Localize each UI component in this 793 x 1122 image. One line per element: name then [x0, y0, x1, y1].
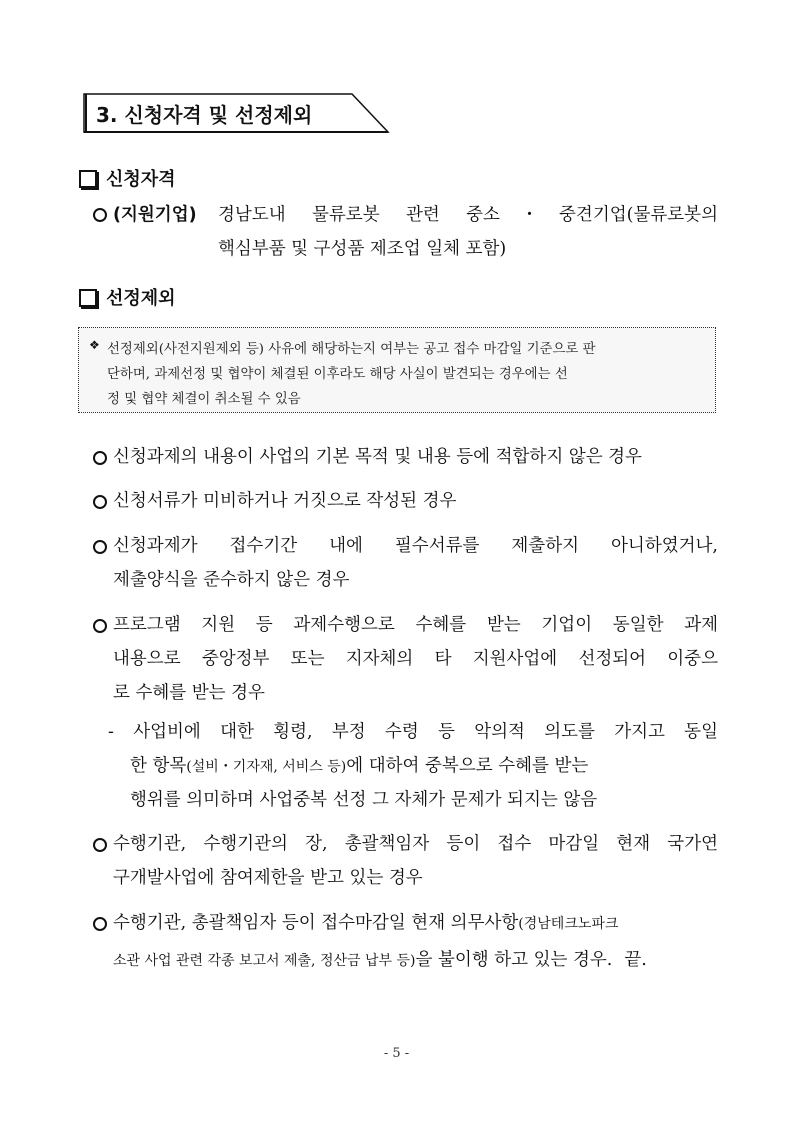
exclusion-item-5-text-1: 수행기관, 수행기관의 장, 총괄책임자 등이 접수 마감일 현재 국가연: [113, 834, 718, 854]
circle-bullet-icon: [93, 838, 107, 852]
exclusion-item-4-sub-text-2b: (설비・기자재, 서비스 등): [186, 759, 347, 775]
circle-bullet-icon: [93, 208, 107, 222]
exclusion-item-4-sub-line-1: [108, 718, 718, 743]
notice-box: [78, 327, 716, 413]
exclusion-item-6-line-2: [113, 946, 647, 971]
eligibility-heading: 신청자격: [106, 169, 176, 190]
notice-line-2: 단하며, 과제선정 및 협약이 체결된 이후라도 해당 사실이 발견되는 경우에는 선: [107, 367, 568, 382]
exclusion-item-4-sub-text-2a: 한 항목: [130, 756, 187, 776]
page-number: - 5 -: [383, 1046, 410, 1061]
exclusion-item-6-text-2a: 소관 사업 관련 각종 보고서 제출, 정산금 납부 등): [113, 953, 416, 969]
circle-bullet-icon: [93, 619, 107, 633]
checkbox-square-icon: [79, 170, 97, 188]
exclusion-item-4-text-2: 내용으로 중앙정부 또는 지자체의 타 지원사업에 선정되어 이중으: [113, 649, 718, 669]
exclusion-item-4-line-1: [113, 611, 718, 636]
exclusion-item-4-sub-line-3: 행위를 의미하며 사업중복 선정 그 자체가 문제가 되지는 않음: [130, 790, 598, 810]
exclusion-item-4-sub-line-2: [130, 752, 588, 777]
exclusion-item-5-line-2: 구개발사업에 참여제한을 받고 있는 경우: [113, 868, 423, 888]
circle-bullet-icon: [93, 451, 107, 465]
exclusion-item-6-text-1b: (경남테크노파크: [518, 916, 619, 932]
exclusion-item-3-line-2: 제출양식을 준수하지 않은 경우: [113, 570, 350, 590]
section-title: 3. 신청자격 및 선정제외: [96, 103, 313, 127]
eligibility-line-1: [218, 201, 718, 226]
circle-bullet-icon: [93, 540, 107, 554]
exclusion-item-4-line-3: 로 수혜를 받는 경우: [113, 683, 265, 703]
exclusion-item-5-line-1: [113, 830, 718, 855]
eligibility-line-2: 핵심부품 및 구성품 제조업 일체 포함): [218, 239, 507, 259]
diamond-bullet-icon: ❖: [89, 338, 100, 352]
exclusion-item-3-line-1: [113, 532, 718, 557]
notice-line-1: 선정제외(사전지원제외 등) 사유에 해당하는지 여부는 공고 접수 마감일 기준으로 판: [107, 342, 596, 357]
exclusion-item-4-text-1: 프로그램 지원 등 과제수행으로 수혜를 받는 기업이 동일한 과제: [113, 615, 718, 635]
section-header: [82, 92, 392, 134]
exclusion-item-4-line-2: [113, 645, 718, 670]
exclusion-item-1: 신청과제의 내용이 사업의 기본 목적 및 내용 등에 적합하지 않은 경우: [113, 447, 642, 467]
exclusion-item-2: 신청서류가 미비하거나 거짓으로 작성된 경우: [113, 491, 457, 511]
exclusion-item-3-text-1: 신청과제가 접수기간 내에 필수서류를 제출하지 아니하였거나,: [113, 536, 718, 556]
exclusion-item-6-text-2b: 을 불이행 하고 있는 경우.: [415, 950, 613, 970]
exclusion-item-4-sub-text-2c: 에 대하여 중복으로 수혜를 받는: [346, 756, 589, 776]
end-mark: 끝.: [624, 950, 647, 970]
exclusion-item-4-sub-text-1: - 사업비에 대한 횡령, 부정 수령 등 악의적 의도를 가지고 동일: [108, 722, 718, 742]
exclusion-heading: 선정제외: [106, 288, 176, 309]
circle-bullet-icon: [93, 917, 107, 931]
eligibility-text-1: 경남도내 물류로봇 관련 중소・중견기업(물류로봇의: [218, 205, 718, 225]
exclusion-item-6-line-1: [113, 909, 618, 934]
checkbox-square-icon: [79, 289, 97, 307]
eligibility-label: (지원기업): [113, 205, 197, 225]
notice-line-3: 정 및 협약 체결이 취소될 수 있음: [107, 392, 301, 407]
circle-bullet-icon: [93, 495, 107, 509]
exclusion-item-6-text-1a: 수행기관, 총괄책임자 등이 접수마감일 현재 의무사항: [113, 913, 519, 933]
